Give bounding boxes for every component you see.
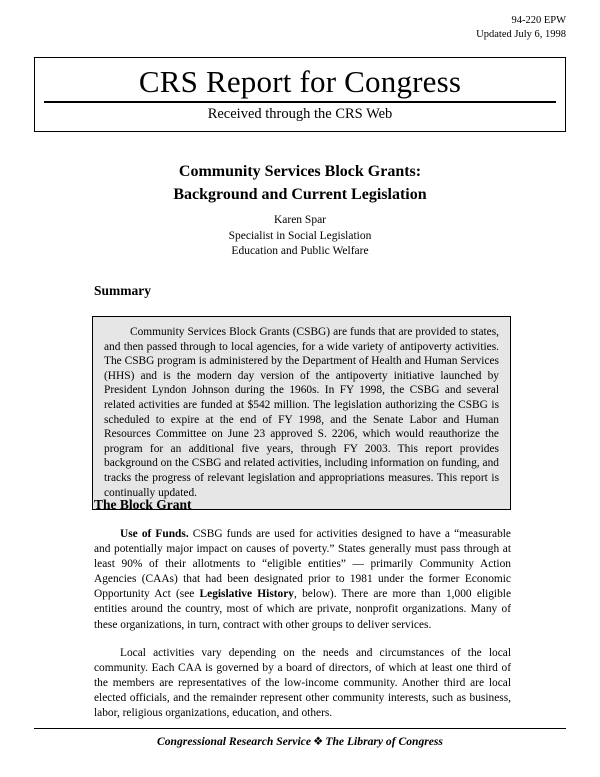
- banner-divider: [44, 101, 556, 103]
- cross-reference-legislative-history: Legislative History: [199, 588, 294, 601]
- footer-divider: [34, 728, 566, 729]
- page-title: [0, 160, 600, 206]
- summary-box: [92, 316, 511, 510]
- paragraph-text-part-1: CSBG funds are used for activities designed to have a “measurable and potentially major impact on causes of poverty.” States generally must pass through at least 90% of their allotments to “eligible entities” — primarily Community Action Agencies (CAAs) that had been designated prior to 1981 under the former Economic Opportunity Act (see: [94, 528, 511, 601]
- author-division: Education and Public Welfare: [231, 245, 369, 258]
- crs-banner: [34, 57, 566, 132]
- author-role: Specialist in Social Legislation: [228, 229, 372, 242]
- paragraph-use-of-funds: [94, 527, 511, 633]
- footer-text: [34, 734, 566, 748]
- author-name: Karen Spar: [273, 214, 327, 226]
- body-content: [94, 527, 511, 721]
- section-heading-the-block-grant: The Block Grant: [94, 497, 192, 512]
- banner-title: CRS Report for Congress: [138, 64, 462, 99]
- paragraph-text-part-2: , below). There are more than 1,000 eligible entities around the country, most of which are private, nonprofit organizations. Many of these organizations, in turn, contract with other groups to deliver services.: [94, 588, 512, 631]
- report-updated-date: Updated July 6, 1998: [476, 29, 566, 40]
- summary-heading: Summary: [94, 283, 151, 298]
- paragraph-lead-in: Use of Funds.: [120, 528, 189, 540]
- author-block: [0, 213, 600, 260]
- page-title-line-2: Background and Current Legislation: [173, 186, 427, 203]
- page-title-line-1: Community Services Block Grants:: [178, 163, 422, 180]
- diamond-icon: ❖: [312, 735, 324, 748]
- footer-agency-name: Congressional Research Service: [157, 735, 311, 748]
- report-identifier: [476, 14, 566, 42]
- page-footer: [34, 728, 566, 748]
- summary-text: Community Services Block Grants (CSBG) are funds that are provided to states, and then passed through to local agencies, for a wide variety of antipoverty activities. The CSBG program is administered by the Department of Health and Human Services (HHS) and is the modern day version of the antipoverty initiative launched by President Lyndon Johnson during the 1960s. In FY 1998, the CSBG and several related activities are funded at $542 million. The legislation authorizing the CSBG is scheduled to expire at the end of FY 1998, and the Senate Labor and Human Resources Committee on June 23 approved S. 2206, which would reauthorize the program for an additional five years, through FY 2003. This report provides background on the CSBG and related activities, including information on funding, and tracks the progress of relevant legislation and appropriations measures. This report is continually updated.: [104, 326, 499, 499]
- paragraph-local-activities: Local activities vary depending on the needs and circumstances of the local community. Each CAA is governed by a board of directors, of which at least one third of the members are representatives of the low-income community. Another third are local elected officials, and the remainder represent other community interests, such as business, labor, religious organizations, education, and others.: [94, 646, 511, 720]
- footer-institution-name: The Library of Congress: [325, 735, 443, 748]
- banner-subtitle: Received through the CRS Web: [207, 106, 393, 122]
- report-number: 94-220 EPW: [511, 15, 566, 26]
